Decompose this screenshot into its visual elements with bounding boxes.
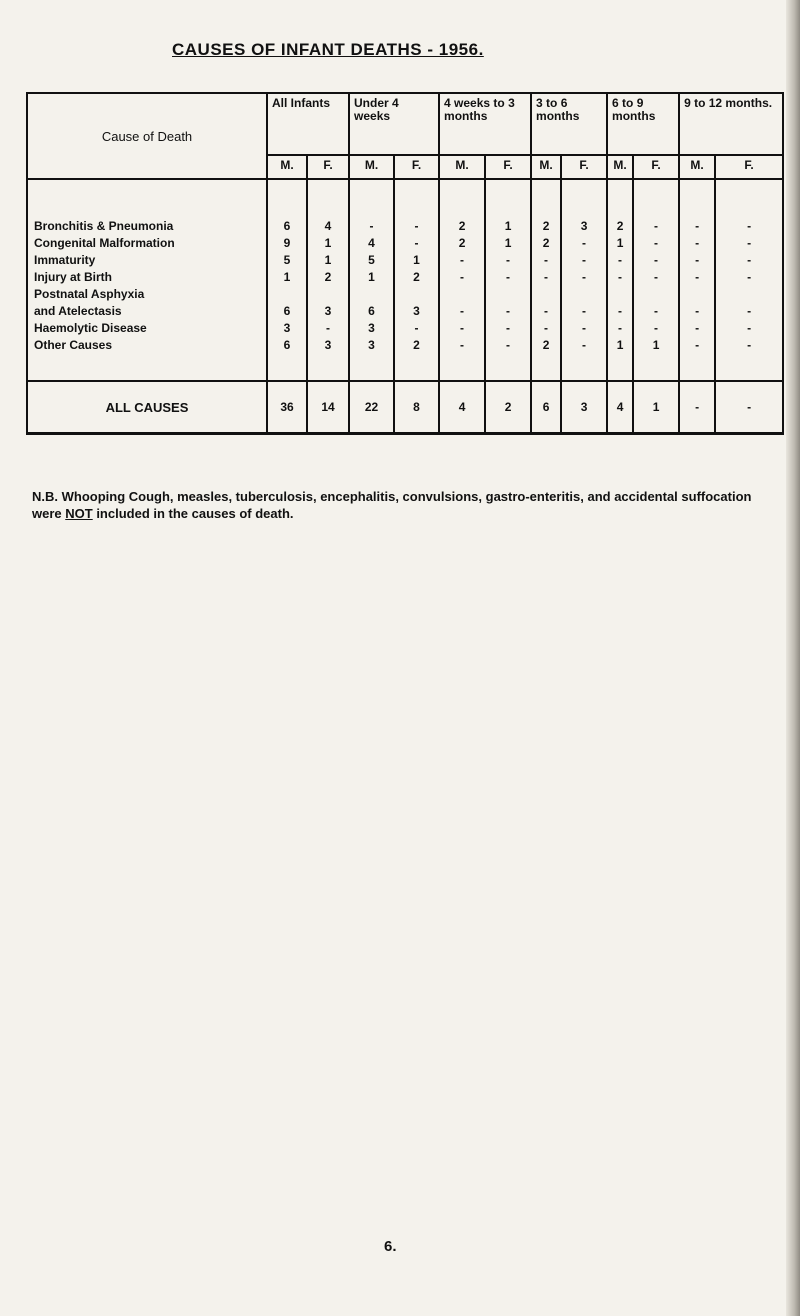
- sex-header-male: M.: [267, 155, 307, 179]
- count-cell: 1: [394, 252, 439, 269]
- count-cell: [715, 286, 783, 303]
- count-cell: -: [715, 269, 783, 286]
- count-cell: 3: [561, 381, 607, 434]
- footnote: [32, 488, 772, 522]
- count-cell: -: [679, 303, 715, 320]
- table-row: [27, 286, 783, 303]
- count-cell: 1: [633, 381, 679, 434]
- count-cell: 3: [349, 320, 394, 337]
- table-row: [27, 303, 783, 320]
- cause-cell: Bronchitis & Pneumonia: [27, 218, 267, 235]
- count-cell: -: [679, 337, 715, 354]
- cause-cell: and Atelectasis: [27, 303, 267, 320]
- count-cell: 2: [531, 218, 561, 235]
- count-cell: -: [561, 269, 607, 286]
- count-cell: [349, 286, 394, 303]
- count-cell: 6: [267, 337, 307, 354]
- count-cell: -: [715, 252, 783, 269]
- table-row: [27, 269, 783, 286]
- count-cell: [485, 286, 531, 303]
- group-header-9-to-12-months: 9 to 12 months.: [679, 93, 783, 155]
- count-cell: -: [485, 252, 531, 269]
- count-cell: -: [679, 269, 715, 286]
- count-cell: -: [485, 337, 531, 354]
- table-row: [27, 320, 783, 337]
- count-cell: -: [633, 252, 679, 269]
- footnote-text-after: included in the causes of death.: [92, 506, 294, 521]
- count-cell: -: [485, 303, 531, 320]
- count-cell: 3: [349, 337, 394, 354]
- count-cell: 1: [607, 337, 633, 354]
- count-cell: 3: [267, 320, 307, 337]
- group-header-all-infants: All Infants: [267, 93, 349, 155]
- count-cell: 4: [349, 235, 394, 252]
- count-cell: [267, 286, 307, 303]
- count-cell: -: [394, 235, 439, 252]
- group-header-6-to-9-months: 6 to 9 months: [607, 93, 679, 155]
- footnote-text-before: N.B. Whooping Cough, measles, tuberculosis, encephalitis, convulsions, gastro-enteritis, and accidental suffocation were: [32, 489, 752, 521]
- count-cell: -: [561, 235, 607, 252]
- sex-header-female: F.: [307, 155, 349, 179]
- count-cell: 6: [267, 218, 307, 235]
- count-cell: -: [531, 303, 561, 320]
- count-cell: 4: [439, 381, 485, 434]
- count-cell: 2: [439, 218, 485, 235]
- cause-cell: ALL CAUSES: [27, 381, 267, 434]
- cause-cell: Immaturity: [27, 252, 267, 269]
- count-cell: -: [439, 269, 485, 286]
- count-cell: 4: [307, 218, 349, 235]
- count-cell: -: [715, 381, 783, 434]
- group-header-under-4-weeks: Under 4 weeks: [349, 93, 439, 155]
- count-cell: -: [561, 303, 607, 320]
- total-row: [27, 381, 783, 434]
- count-cell: -: [679, 252, 715, 269]
- count-cell: 1: [307, 252, 349, 269]
- count-cell: 3: [394, 303, 439, 320]
- count-cell: 1: [633, 337, 679, 354]
- count-cell: 6: [267, 303, 307, 320]
- sex-header-female: F.: [561, 155, 607, 179]
- count-cell: 1: [607, 235, 633, 252]
- sex-header-male: M.: [439, 155, 485, 179]
- count-cell: [307, 286, 349, 303]
- count-cell: 1: [485, 235, 531, 252]
- count-cell: 9: [267, 235, 307, 252]
- count-cell: -: [349, 218, 394, 235]
- count-cell: -: [439, 252, 485, 269]
- count-cell: 2: [394, 269, 439, 286]
- count-cell: 14: [307, 381, 349, 434]
- count-cell: 2: [485, 381, 531, 434]
- count-cell: -: [633, 303, 679, 320]
- table-row: [27, 235, 783, 252]
- group-header-4-weeks-to-3-months: 4 weeks to 3 months: [439, 93, 531, 155]
- count-cell: -: [679, 381, 715, 434]
- count-cell: -: [531, 269, 561, 286]
- count-cell: 2: [531, 337, 561, 354]
- count-cell: -: [633, 218, 679, 235]
- count-cell: -: [394, 218, 439, 235]
- sex-header-male: M.: [531, 155, 561, 179]
- count-cell: 2: [307, 269, 349, 286]
- count-cell: [394, 286, 439, 303]
- count-cell: -: [485, 320, 531, 337]
- count-cell: -: [715, 235, 783, 252]
- count-cell: -: [439, 320, 485, 337]
- count-cell: -: [715, 218, 783, 235]
- sex-header-female: F.: [394, 155, 439, 179]
- page-title: CAUSES OF INFANT DEATHS - 1956.: [172, 40, 484, 59]
- count-cell: -: [439, 303, 485, 320]
- count-cell: -: [607, 320, 633, 337]
- count-cell: 22: [349, 381, 394, 434]
- table-row: [27, 252, 783, 269]
- infant-deaths-table: [26, 92, 784, 435]
- count-cell: 4: [607, 381, 633, 434]
- count-cell: -: [715, 320, 783, 337]
- count-cell: -: [679, 218, 715, 235]
- count-cell: -: [607, 303, 633, 320]
- count-cell: -: [633, 269, 679, 286]
- count-cell: -: [607, 252, 633, 269]
- count-cell: -: [561, 320, 607, 337]
- count-cell: 1: [349, 269, 394, 286]
- table-row: [27, 218, 783, 235]
- sex-header-female: F.: [485, 155, 531, 179]
- count-cell: 2: [439, 235, 485, 252]
- sex-header-male: M.: [349, 155, 394, 179]
- count-cell: -: [531, 252, 561, 269]
- cause-cell: Congenital Malformation: [27, 235, 267, 252]
- count-cell: -: [679, 235, 715, 252]
- count-cell: 36: [267, 381, 307, 434]
- count-cell: 1: [267, 269, 307, 286]
- count-cell: -: [485, 269, 531, 286]
- count-cell: 5: [349, 252, 394, 269]
- group-header-3-to-6-months: 3 to 6 months: [531, 93, 607, 155]
- page-edge: [786, 0, 800, 1316]
- cause-cell: Injury at Birth: [27, 269, 267, 286]
- count-cell: 3: [561, 218, 607, 235]
- count-cell: -: [633, 235, 679, 252]
- table-spacer: [27, 354, 783, 381]
- cause-column-header: Cause of Death: [27, 93, 267, 179]
- sex-header-female: F.: [715, 155, 783, 179]
- count-cell: 2: [531, 235, 561, 252]
- cause-cell: Other Causes: [27, 337, 267, 354]
- count-cell: [679, 286, 715, 303]
- page-number: 6.: [384, 1238, 397, 1255]
- count-cell: -: [715, 337, 783, 354]
- sex-header-male: M.: [679, 155, 715, 179]
- count-cell: [439, 286, 485, 303]
- cause-cell: Postnatal Asphyxia: [27, 286, 267, 303]
- sex-header-female: F.: [633, 155, 679, 179]
- count-cell: -: [607, 269, 633, 286]
- count-cell: [531, 286, 561, 303]
- cause-cell: Haemolytic Disease: [27, 320, 267, 337]
- count-cell: -: [439, 337, 485, 354]
- count-cell: 3: [307, 303, 349, 320]
- count-cell: 6: [349, 303, 394, 320]
- count-cell: 1: [485, 218, 531, 235]
- count-cell: 5: [267, 252, 307, 269]
- count-cell: 1: [307, 235, 349, 252]
- footnote-emphasis: NOT: [65, 506, 93, 521]
- count-cell: 3: [307, 337, 349, 354]
- count-cell: [607, 286, 633, 303]
- count-cell: 2: [607, 218, 633, 235]
- count-cell: 2: [394, 337, 439, 354]
- count-cell: -: [715, 303, 783, 320]
- table-spacer: [27, 179, 783, 218]
- count-cell: -: [679, 320, 715, 337]
- count-cell: 6: [531, 381, 561, 434]
- count-cell: -: [633, 320, 679, 337]
- count-cell: -: [307, 320, 349, 337]
- sex-header-male: M.: [607, 155, 633, 179]
- count-cell: -: [561, 252, 607, 269]
- count-cell: -: [394, 320, 439, 337]
- count-cell: -: [531, 320, 561, 337]
- count-cell: [633, 286, 679, 303]
- count-cell: 8: [394, 381, 439, 434]
- count-cell: -: [561, 337, 607, 354]
- count-cell: [561, 286, 607, 303]
- table-row: [27, 337, 783, 354]
